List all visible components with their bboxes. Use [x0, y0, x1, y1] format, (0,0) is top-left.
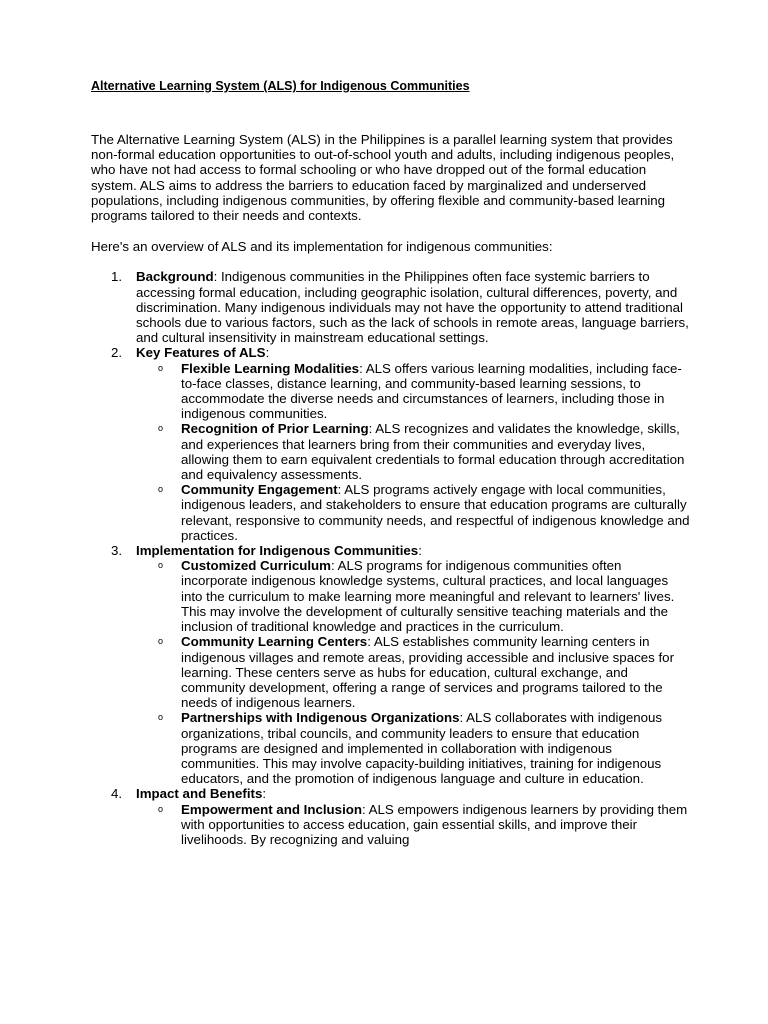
section-number: 2. — [111, 345, 123, 361]
bullet-icon: o — [158, 423, 164, 434]
item-text: : ALS recognizes and validates the knowledge, skills, and experiences that learners bring from their communities and everyday lives, allowing them to earn equivalent credentials to formal education through accreditation and equivalency assessments. — [181, 421, 685, 483]
item-heading: Customized Curriculum — [181, 558, 331, 574]
item-heading: Community Learning Centers — [181, 634, 368, 650]
sub-list — [136, 361, 691, 543]
section-item-impact — [91, 786, 691, 847]
item-text: : ALS collaborates with indigenous organizations, tribal councils, and community leaders to ensure that education programs are designed and implemented in collaboration with indigenous communities. This may involve capacity-building initiatives, training for indigenous educators, and the promotion of indigenous language and culture in education. — [181, 710, 663, 787]
item-heading: Community Engagement — [181, 482, 338, 498]
item-text: : ALS establishes community learning centers in indigenous villages and remote areas, providing accessible and inclusive spaces for learning. These centers serve as hubs for education, cultural exchange, and community development, offering a range of services and programs tailored to the needs of indigenous learners. — [181, 634, 675, 711]
bullet-icon: o — [158, 484, 164, 495]
document-page — [91, 78, 691, 847]
list-item — [136, 361, 691, 422]
section-text: : — [265, 345, 270, 361]
section-number: 4. — [111, 786, 123, 802]
section-heading: Impact and Benefits — [136, 786, 263, 802]
section-item-key-features — [91, 345, 691, 543]
item-text: : ALS offers various learning modalities, including face-to-face classes, distance learning, and community-based learning sessions, to accommodate the diverse needs and circumstances of learners, including those in indigenous communities. — [181, 360, 682, 422]
intro-paragraph: The Alternative Learning System (ALS) in the Philippines is a parallel learning system that provides non-formal education opportunities to out-of-school youth and adults, including indigenous peoples, who have not had access to formal schooling or who have dropped out of the formal education system. ALS aims to address the barriers to education faced by marginalized and underserved populations, including indigenous communities, by offering flexible and community-based learning programs tailored to their needs and contexts. — [91, 132, 675, 224]
section-item-implementation — [91, 543, 691, 786]
section-heading: Key Features of ALS — [136, 345, 266, 361]
item-heading: Empowerment and Inclusion — [181, 801, 363, 817]
bullet-icon: o — [158, 712, 164, 723]
section-number: 1. — [111, 269, 123, 285]
sections-list — [91, 269, 691, 847]
item-text: : ALS empowers indigenous learners by providing them with opportunities to access education, gain essential skills, and improve their livelihoods. By recognizing and valuing — [181, 801, 688, 847]
list-item — [136, 710, 691, 786]
sub-list — [136, 558, 691, 786]
section-heading: Background — [136, 269, 214, 285]
document-title: Alternative Learning System (ALS) for Indigenous Communities — [91, 79, 470, 93]
item-heading: Partnerships with Indigenous Organizations — [181, 710, 460, 726]
list-item — [136, 802, 691, 848]
item-heading: Flexible Learning Modalities — [181, 360, 360, 376]
section-text: : — [262, 786, 267, 802]
list-item — [136, 634, 691, 710]
section-text: : — [418, 543, 422, 559]
bullet-icon: o — [158, 636, 164, 647]
sub-list — [136, 802, 691, 848]
list-item — [136, 421, 691, 482]
overview-paragraph: Here's an overview of ALS and its implementation for indigenous communities: — [91, 239, 553, 255]
list-item — [136, 482, 691, 543]
section-number: 3. — [111, 543, 123, 559]
section-item-background — [91, 269, 691, 345]
bullet-icon: o — [158, 362, 164, 373]
item-heading: Recognition of Prior Learning — [181, 421, 369, 437]
bullet-icon: o — [158, 803, 164, 814]
section-text: : Indigenous communities in the Philippines often face systemic barriers to accessing formal education, including geographic isolation, cultural differences, poverty, and discrimination. Many indigenous individuals may not have the opportunity to attend traditional schools due to various factors, such as the lack of schools in remote areas, language barriers, and cultural insensitivity in mainstream educational settings. — [136, 269, 689, 346]
list-item — [136, 558, 691, 634]
bullet-icon: o — [158, 560, 164, 571]
item-text: : ALS programs for indigenous communities often incorporate indigenous knowledge systems, cultural practices, and local languages into the curriculum to make learning more meaningful and relevant to learners' lives. This may involve the development of culturally sensitive teaching materials and the inclusion of traditional knowledge and practices in the curriculum. — [181, 558, 675, 635]
item-text: : ALS programs actively engage with local communities, indigenous leaders, and stakeholders to ensure that education programs are culturally relevant, responsive to community needs, and respectful of indigenous knowledge and practices. — [181, 482, 690, 543]
section-heading: Implementation for Indigenous Communities — [136, 543, 419, 559]
